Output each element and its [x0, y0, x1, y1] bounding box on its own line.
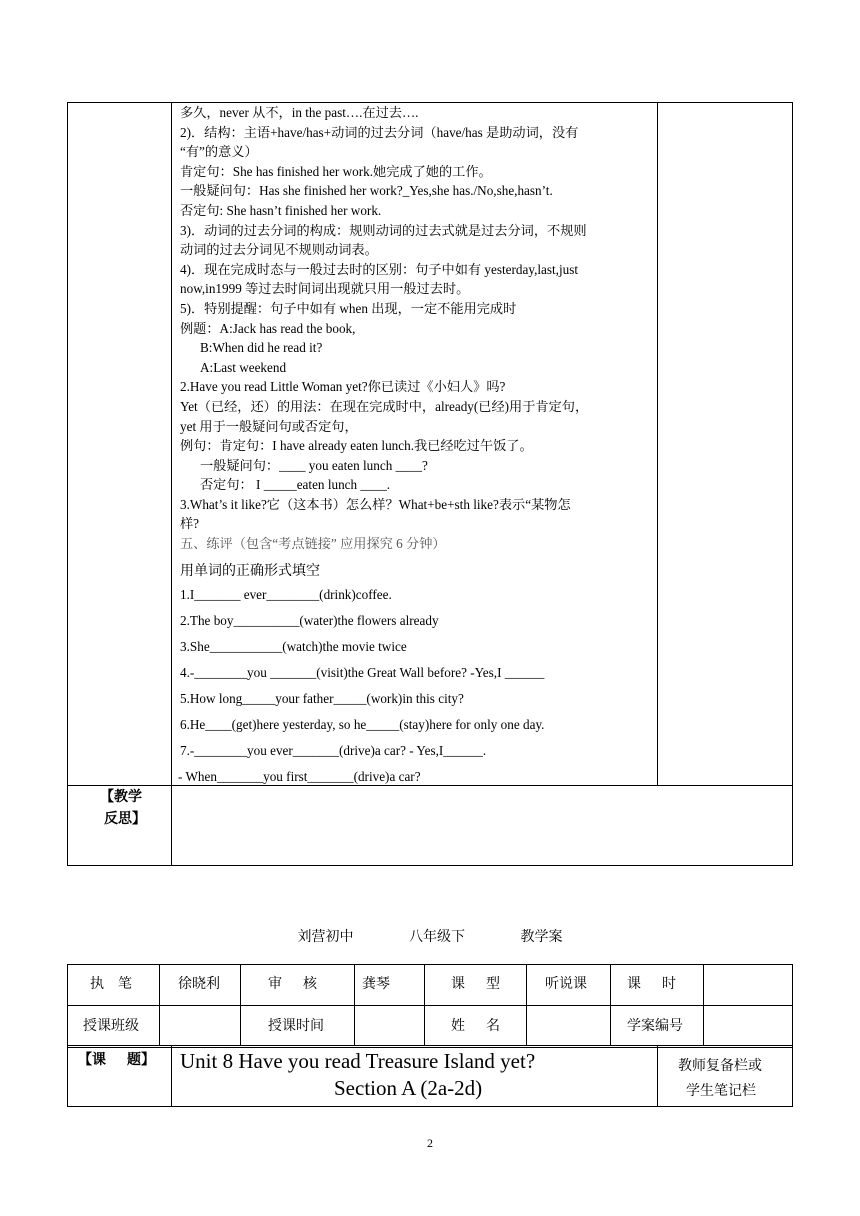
info-table-row2-divider	[67, 1045, 793, 1046]
info-col	[610, 964, 611, 1046]
doc-type: 教学案	[520, 930, 563, 945]
body-line: B:When did he read it?	[200, 340, 323, 356]
body-line: 3)．动词的过去分词的构成：规则动词的过去式就是过去分词，不规则	[180, 222, 587, 238]
info-col	[526, 964, 527, 1046]
author-value: 徐晓利	[178, 977, 220, 992]
reviewer-label: 审 核	[268, 977, 317, 992]
lesson-title-line2: Section A (2a-2d)	[334, 1076, 483, 1100]
body-line: yet 用于一般疑问句或否定句，	[180, 418, 358, 434]
body-line: 5)．特别提醒：句子中如有 when 出现，一定不能用完成时	[180, 300, 517, 316]
body-line: A:Last weekend	[200, 359, 287, 375]
author-label: 执 笔	[90, 977, 132, 992]
info-table-bottom	[67, 1106, 793, 1107]
page-number: 2	[427, 1136, 433, 1150]
name-label: 姓 名	[451, 1019, 500, 1034]
exercise-instruction: 用单词的正确形式填空	[180, 564, 320, 579]
table-left-border	[67, 102, 68, 866]
topic-col	[171, 1046, 172, 1107]
body-line: 2.Have you read Little Woman yet?你已读过《小妇人》吗?	[180, 379, 506, 395]
body-line: 例题：A:Jack has read the book,	[180, 320, 356, 336]
body-line: 否定句: She hasn’t finished her work.	[180, 202, 382, 218]
table-row-divider	[67, 785, 793, 786]
section-heading: 五、练评（包含“考点链接” 应用探究 6 分钟）	[180, 536, 446, 552]
body-line: 3.What’s it like?它（这本书）怎么样？What+be+sth like?表示“某物怎	[180, 496, 571, 512]
info-col	[159, 964, 160, 1046]
body-line: 一般疑问句：____ you eaten lunch ____?	[200, 457, 428, 473]
info-col	[424, 964, 425, 1046]
school-name: 刘营初中	[297, 930, 354, 945]
info-table-right	[792, 964, 793, 1107]
plan-number-label: 学案编号	[627, 1019, 683, 1034]
reviewer-value: 龚琴	[362, 977, 390, 992]
table-right-border	[792, 102, 793, 866]
body-line: 2)．结构：主语+have/has+动词的过去分词（have/has 是助动词，没有	[180, 124, 579, 140]
table-bottom-border	[67, 865, 793, 866]
notes-column-label-2: 学生笔记栏	[686, 1084, 756, 1099]
lesson-type-value: 听说课	[545, 977, 587, 992]
time-label: 授课时间	[268, 1019, 324, 1034]
body-line: 样?	[180, 516, 200, 532]
exercise-item: 4.-________you _______(visit)the Great Wall before? -Yes,I ______	[180, 665, 545, 680]
body-line: “有”的意义）	[180, 144, 258, 160]
body-line: 一般疑问句：Has she finished her work?_Yes,she has./No,she,hasn’t.	[180, 183, 553, 199]
exercise-item: 6.He____(get)here yesterday, so he_____(stay)here for only one day.	[180, 717, 545, 732]
info-col	[703, 964, 704, 1046]
reflection-label-line2: 反思】	[104, 812, 146, 827]
notes-column-label-1: 教师复备栏或	[678, 1059, 762, 1074]
body-line: 肯定句：She has finished her work.她完成了她的工作。	[180, 163, 492, 179]
lesson-title	[180, 1048, 658, 1102]
exercise-item: 2.The boy__________(water)the flowers already	[180, 613, 439, 628]
info-table-left	[67, 964, 68, 1107]
body-line: Yet（已经，还）的用法：在现在完成时中，already(已经)用于肯定句，	[180, 398, 589, 414]
exercise-item: 7.-________you ever_______(drive)a car? - Yes,I______.	[180, 743, 487, 758]
info-table-row1-divider	[67, 1005, 793, 1006]
lesson-title-line1: Unit 8 Have you read Treasure Island yet?	[180, 1049, 536, 1073]
lesson-notes	[180, 103, 655, 554]
body-line: 4)．现在完成时态与一般过去时的区别：句子中如有 yesterday,last,just	[180, 261, 579, 277]
info-col	[240, 964, 241, 1046]
exercise-item: 1.I_______ ever________(drink)coffee.	[180, 587, 392, 602]
exercise-item: 3.She___________(watch)the movie twice	[180, 639, 407, 654]
lesson-type-label: 课 型	[451, 977, 500, 992]
grade-name: 八年级下	[409, 930, 465, 945]
body-line: now,in1999 等过去时间词出现就只用一般过去时。	[180, 281, 470, 297]
body-line: 例句：肯定句：I have already eaten lunch.我已经吃过午饭了。	[180, 438, 533, 454]
exercise-item: 5.How long_____your father_____(work)in this city?	[180, 691, 464, 706]
body-line: 否定句： I _____eaten lunch ____.	[200, 477, 391, 493]
period-label: 课 时	[627, 977, 676, 992]
table-col-divider-2	[657, 102, 658, 786]
body-line: 多久，never 从不，in the past….在过去….	[180, 105, 419, 120]
class-label: 授课班级	[83, 1019, 139, 1034]
info-col	[354, 964, 355, 1046]
topic-label: 【课 题】	[78, 1053, 155, 1068]
table-col-divider-1	[171, 102, 172, 866]
info-table-top	[67, 964, 793, 965]
exercise-item: - When_______you first_______(drive)a car?	[178, 769, 421, 784]
reflection-label	[96, 787, 146, 831]
body-line: 动词的过去分词见不规则动词表。	[180, 242, 378, 258]
document-header	[0, 926, 860, 946]
reflection-label-line1: 【教学	[100, 790, 142, 805]
